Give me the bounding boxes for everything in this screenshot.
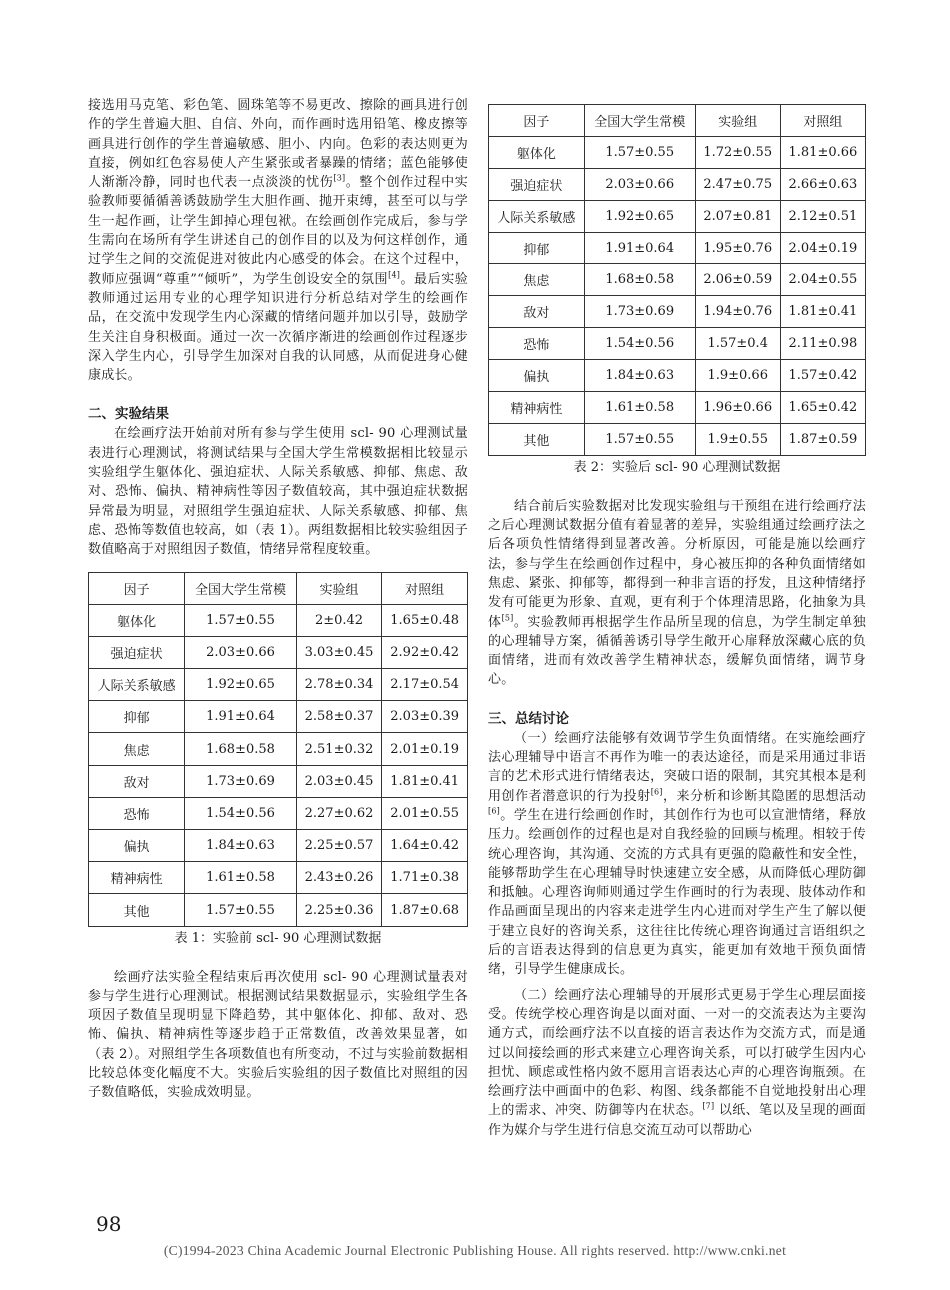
table-cell: 人际关系敏感 (89, 669, 185, 701)
table-cell: 2.01±0.55 (382, 797, 468, 829)
page-number: 98 (96, 1212, 122, 1236)
intro-text: 。整个创作过程中实验教师要循循善诱鼓励学生大胆作画、抛开束缚，甚至可以与学生一起作画，让学生卸掉心理包袱。在绘画创作完成后，参与学生需向在场所有学生讲述自己的创作目的以及为何这样创作，通过学生之间的交流促进对彼此内心感受的体会。在这个过程中，教师应强调“尊重”“倾听”，为学生创设安全的氛围 (88, 175, 468, 287)
table-cell: 1.84±0.63 (584, 360, 695, 392)
table-row (89, 604, 468, 636)
table-cell: 2.43±0.26 (296, 862, 382, 894)
table-cell: 1.81±0.41 (780, 296, 865, 328)
citation-ref: [6] (488, 806, 500, 816)
citation-ref: [5] (501, 613, 514, 623)
table-cell: 2.03±0.66 (185, 636, 296, 668)
intro-text: 接选用马克笔、彩色笔、圆珠笔等不易更改、擦除的画具进行创作的学生普遍大胆、自信、外向，而作画时选用铅笔、橡皮擦等画具进行创作的学生普遍敏感、胆小、内向。色彩的表达则更为直接，例如红色容易使人产生紧张或者暴躁的情绪；蓝色能够使人渐渐冷静，同时也代表一点淡淡的忧伤 (88, 98, 468, 191)
table-cell: 2.03±0.45 (296, 765, 382, 797)
table-cell: 1.57±0.4 (695, 328, 780, 360)
table-cell: 1.81±0.66 (780, 136, 865, 168)
table-cell: 1.54±0.56 (185, 797, 296, 829)
table-cell: 2.58±0.37 (296, 701, 382, 733)
table-cell: 1.81±0.41 (382, 765, 468, 797)
point-2-text: 以纸、笔以及呈现的画面作为媒介与学生进行信息交流互动可以帮助心 (488, 1103, 866, 1138)
table-row (89, 830, 468, 862)
table-cell: 其他 (89, 894, 185, 926)
table-cell: 1.57±0.55 (584, 423, 695, 455)
point-2-paragraph (488, 986, 866, 1140)
table-cell: 2.78±0.34 (296, 669, 382, 701)
copyright-footer: (C)1994-2023 China Academic Journal Electronic Publishing House. All rights reserved. http://www.cnki.net (163, 1243, 787, 1258)
table-cell: 1.92±0.65 (584, 200, 695, 232)
table-cell: 2.25±0.57 (296, 830, 382, 862)
table-1-header-row (89, 572, 468, 604)
table-cell: 1.68±0.58 (584, 264, 695, 296)
table-cell: 2±0.42 (296, 604, 382, 636)
table-row (489, 136, 866, 168)
section-2-heading: 二、实验结果 (88, 406, 169, 423)
table-row (489, 232, 866, 264)
table-cell: 1.57±0.42 (780, 360, 865, 392)
table-cell: 强迫症状 (489, 168, 585, 200)
point-1-text: 。学生在进行绘画创作时，其创作行为也可以宣泄情绪，释放压力。绘画创作的过程也是对自我经验的回顾与梳理。相较于传统心理咨询，其沟通、交流的方式具有更强的隐蔽性和安全性，能够帮助学生在心理辅导时快速建立安全感，从而降低心理防御和抵触。心理咨询师则通过学生作画时的行为表现、肢体动作和作品画面呈现出的内容来走进学生内心进而对学生产生了解以便于建立良好的咨询关系，这往往比传统心理咨询通过言语组织之后的言语表达得到的信息更为真实，能更加有效地干预负面情绪，引导学生健康成长。 (488, 807, 866, 978)
table-cell: 抑郁 (89, 701, 185, 733)
intro-paragraph (88, 96, 468, 385)
table-cell: 1.95±0.76 (695, 232, 780, 264)
table-cell: 精神病性 (89, 862, 185, 894)
table-cell: 1.61±0.58 (185, 862, 296, 894)
table-row (489, 296, 866, 328)
table-cell: 1.91±0.64 (584, 232, 695, 264)
table-row (489, 392, 866, 424)
table-row (89, 636, 468, 668)
table-cell: 1.57±0.55 (185, 604, 296, 636)
table-cell: 1.73±0.69 (584, 296, 695, 328)
table-cell: 2.27±0.62 (296, 797, 382, 829)
table-cell: 精神病性 (489, 392, 585, 424)
column-header: 全国大学生常模 (584, 105, 695, 137)
table-cell: 1.71±0.38 (382, 862, 468, 894)
table-cell: 3.03±0.45 (296, 636, 382, 668)
table-cell: 2.01±0.19 (382, 733, 468, 765)
table-row (89, 701, 468, 733)
table-cell: 偏执 (489, 360, 585, 392)
table-cell: 躯体化 (489, 136, 585, 168)
citation-ref: [4] (388, 270, 401, 280)
results-paragraph: 绘画疗法实验全程结束后再次使用 scl- 90 心理测试量表对参与学生进行心理测试。根据测试结果数据显示，实验组学生各项因子数值呈现明显下降趋势，其中躯体化、抑郁、敌对、恐怖、偏执、精神病性等逐步趋于正常数值，改善效果显著，如（表 2）。对照组学生各项数值也有所变动，不过与实验前数据相比较总体变化幅度不大。实验后实验组的因子数值比对照组的因子数值略低，实验成效明显。 (88, 969, 468, 1101)
table-row (489, 360, 866, 392)
table-row (489, 168, 866, 200)
table-cell: 抑郁 (489, 232, 585, 264)
table-cell: 1.65±0.48 (382, 604, 468, 636)
table-row (489, 423, 866, 455)
point-1-text: （一）绘画疗法能够有效调节学生负面情绪。在实施绘画疗法心理辅导中语言不再作为唯一的表达途径，而是采用通过非语言的艺术形式进行情绪表达，突破口语的限制，其究其根本是利用创作者潜意识的行为投射 (488, 730, 866, 804)
intro-text: 。最后实验教师通过运用专业的心理学知识进行分析总结对学生的绘画作品，在交流中发现学生内心深藏的情绪问题并加以引导，鼓励学生关注自身积极面。通过一次一次循序渐进的绘画创作过程逐步深入学生内心，引导学生加深对自我的认同感，从而促进身心健康成长。 (88, 271, 468, 384)
section-2-paragraph: 在绘画疗法开始前对所有参与学生使用 scl- 90 心理测试量表进行心理测试，将测试结果与全国大学生常模数据相比较显示实验组学生躯体化、强迫症状、人际关系敏感、抑郁、焦虑、敌对、恐怖、偏执、精神病性等因子数值较高，其中强迫症状数据异常最为明显，对照组学生强迫症状、人际关系敏感、抑郁、焦虑、恐怖等数值也较高，如（表 1）。两组数据相比较实验组因子数值略高于对照组因子数值，情绪异常程度较重。 (88, 426, 468, 558)
table-cell: 2.04±0.19 (780, 232, 865, 264)
column-header: 对照组 (780, 105, 865, 137)
table-row (89, 797, 468, 829)
column-header: 对照组 (382, 572, 468, 604)
table-cell: 1.54±0.56 (584, 328, 695, 360)
table-cell: 1.84±0.63 (185, 830, 296, 862)
table-cell: 躯体化 (89, 604, 185, 636)
analysis-text: 结合前后实验数据对比发现实验组与干预组在进行绘画疗法之后心理测试数据分值有着显著的差异，实验组通过绘画疗法之后各项负性情绪得到显著改善。分析原因，可能是施以绘画疗法，参与学生在绘画创作过程中，身心被压抑的各种负面情绪如焦虑、紧张、抑郁等，都得到一种非言语的抒发，且这种情绪抒发有可能更为形象、直观，更有利于个体理清思路，化抽象为具体 (488, 498, 866, 630)
point-1-text: ，来分析和诊断其隐匿的思想活动 (662, 788, 866, 804)
table-row (89, 765, 468, 797)
table-1-caption: 表 1：实验前 scl- 90 心理测试数据 (174, 930, 382, 946)
table-cell: 1.57±0.55 (584, 136, 695, 168)
table-2-header-row (489, 105, 866, 137)
table-cell: 偏执 (89, 830, 185, 862)
table-cell: 2.17±0.54 (382, 669, 468, 701)
right-column (488, 104, 866, 1140)
column-header: 实验组 (296, 572, 382, 604)
table-cell: 2.11±0.98 (780, 328, 865, 360)
table-row (489, 264, 866, 296)
table-row (89, 669, 468, 701)
table-cell: 2.92±0.42 (382, 636, 468, 668)
column-header: 实验组 (695, 105, 780, 137)
table-row (89, 733, 468, 765)
table-2-caption: 表 2：实验后 scl- 90 心理测试数据 (573, 459, 781, 475)
table-cell: 2.51±0.32 (296, 733, 382, 765)
point-1-paragraph (488, 729, 866, 980)
table-cell: 焦虑 (489, 264, 585, 296)
citation-ref: [7] (702, 1102, 715, 1112)
table-cell: 1.9±0.66 (695, 360, 780, 392)
point-2-text: （二）绘画疗法心理辅导的开展形式更易于学生心理层面接受。传统学校心理咨询是以面对面、一对一的交流表达为主要沟通方式，而绘画疗法不以直接的语言表达作为交流方式，而是通过以间接绘画的形式来建立心理咨询关系，可以打破学生因内心担忧、顾虑或性格内敛不愿用言语表达心声的心理咨询瓶颈。在绘画疗法中画面中的色彩、构图、线条都能不自觉地投射出心理上的需求、冲突、防御等内在状态。 (488, 987, 866, 1119)
table-cell: 2.07±0.81 (695, 200, 780, 232)
table-cell: 恐怖 (89, 797, 185, 829)
analysis-paragraph (488, 497, 866, 690)
left-column (88, 96, 468, 1103)
table-1 (88, 572, 468, 927)
table-cell: 1.96±0.66 (695, 392, 780, 424)
table-cell: 1.87±0.68 (382, 894, 468, 926)
table-cell: 人际关系敏感 (489, 200, 585, 232)
analysis-text: 。实验教师再根据学生作品所呈现的信息，为学生制定单独的心理辅导方案，循循善诱引导学生敞开心扉释放深藏心底的负面情绪，进而有效改善学生精神状态，缓解负面情绪，调节身心。 (488, 614, 866, 688)
table-cell: 强迫症状 (89, 636, 185, 668)
table-row (89, 894, 468, 926)
table-cell: 其他 (489, 423, 585, 455)
table-cell: 2.06±0.59 (695, 264, 780, 296)
table-cell: 敌对 (89, 765, 185, 797)
column-header: 全国大学生常模 (185, 572, 296, 604)
column-header: 因子 (89, 572, 185, 604)
table-cell: 2.04±0.55 (780, 264, 865, 296)
table-cell: 1.92±0.65 (185, 669, 296, 701)
table-cell: 2.25±0.36 (296, 894, 382, 926)
table-row (489, 328, 866, 360)
table-cell: 焦虑 (89, 733, 185, 765)
citation-ref: [3] (333, 173, 346, 183)
citation-ref: [6] (650, 787, 663, 797)
column-header: 因子 (489, 105, 585, 137)
table-cell: 恐怖 (489, 328, 585, 360)
table-cell: 1.91±0.64 (185, 701, 296, 733)
table-2 (488, 104, 866, 456)
table-cell: 1.9±0.55 (695, 423, 780, 455)
table-cell: 2.12±0.51 (780, 200, 865, 232)
table-cell: 1.64±0.42 (382, 830, 468, 862)
table-row (89, 862, 468, 894)
section-3-heading: 三、总结讨论 (488, 710, 569, 727)
table-cell: 1.57±0.55 (185, 894, 296, 926)
table-cell: 1.65±0.42 (780, 392, 865, 424)
table-cell: 2.03±0.66 (584, 168, 695, 200)
table-cell: 1.73±0.69 (185, 765, 296, 797)
table-cell: 1.61±0.58 (584, 392, 695, 424)
table-cell: 2.66±0.63 (780, 168, 865, 200)
table-cell: 敌对 (489, 296, 585, 328)
table-cell: 1.72±0.55 (695, 136, 780, 168)
table-cell: 1.94±0.76 (695, 296, 780, 328)
table-cell: 2.47±0.75 (695, 168, 780, 200)
table-cell: 1.87±0.59 (780, 423, 865, 455)
table-cell: 2.03±0.39 (382, 701, 468, 733)
table-row (489, 200, 866, 232)
table-cell: 1.68±0.58 (185, 733, 296, 765)
